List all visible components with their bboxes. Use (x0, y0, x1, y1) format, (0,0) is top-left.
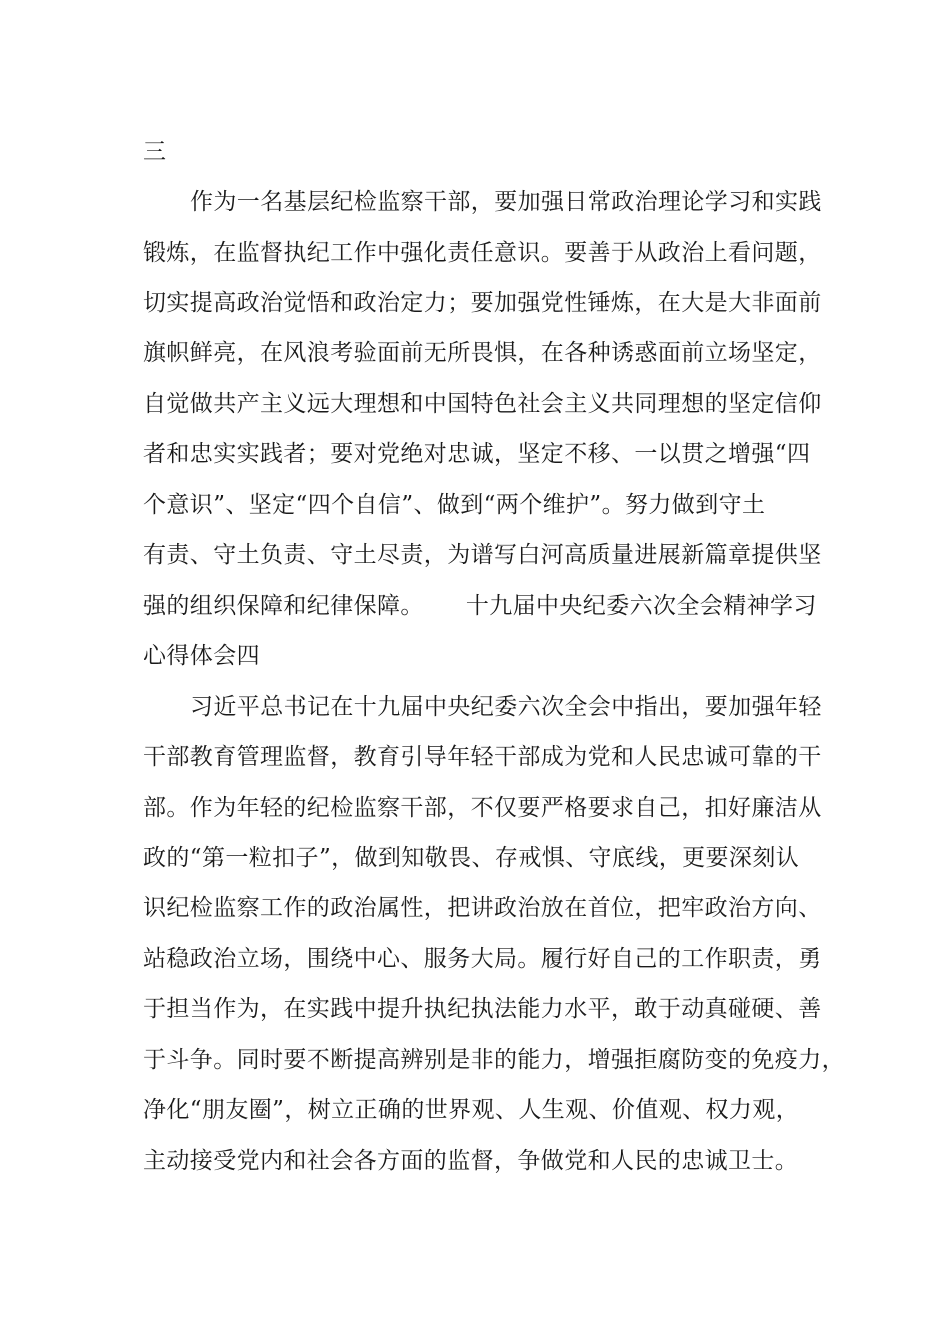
paragraph-line: 个意识”、坚定“四个自信”、做到“两个维护”。努力做到守土 (143, 492, 766, 518)
paragraph-line: 部。作为年轻的纪检监察干部，不仅要严格要求自己，扣好廉洁从 (143, 795, 822, 821)
paragraph-line: 者和忠实实践者；要对党绝对忠诚，坚定不移、一以贯之增强“四 (143, 441, 811, 467)
paragraph-line: 识纪检监察工作的政治属性，把讲政治放在首位，把牢政治方向、 (143, 895, 822, 921)
section-heading-continued: 心得体会四 (143, 643, 260, 669)
paragraph-line: 政的“第一粒扣子”，做到知敬畏、存戒惧、守底线，更要深刻认 (143, 845, 800, 871)
paragraph-line: 自觉做共产主义远大理想和中国特色社会主义共同理想的坚定信仰 (143, 391, 822, 417)
paragraph-line: 作为一名基层纪检监察干部，要加强日常政治理论学习和实践 (190, 189, 822, 215)
paragraph-line: 锻炼，在监督执纪工作中强化责任意识。要善于从政治上看问题， (143, 240, 822, 266)
paragraph-line: 净化“朋友圈”，树立正确的世界观、人生观、价值观、权力观， (143, 1097, 800, 1123)
paragraph-line-with-heading (143, 591, 817, 621)
paragraph-text: 强的组织保障和纪律保障。 (143, 593, 424, 619)
paragraph-line: 站稳政治立场，围绕中心、服务大局。履行好自己的工作职责，勇 (143, 946, 822, 972)
section-heading: 十九届中央纪委六次全会精神学习 (465, 593, 817, 619)
paragraph-line: 于斗争。同时要不断提高辨别是非的能力，增强拒腐防变的免疫力， (143, 1047, 845, 1073)
paragraph-line: 切实提高政治觉悟和政治定力；要加强党性锤炼，在大是大非面前 (143, 290, 822, 316)
paragraph-line: 于担当作为，在实践中提升执纪执法能力水平，敢于动真碰硬、善 (143, 996, 822, 1022)
section-number: 三 (143, 139, 167, 165)
paragraph-line: 旗帜鲜亮，在风浪考验面前无所畏惧，在各种诱惑面前立场坚定， (143, 340, 822, 366)
paragraph-line: 干部教育管理监督，教育引导年轻干部成为党和人民忠诚可靠的干 (143, 744, 822, 770)
paragraph-line: 主动接受党内和社会各方面的监督，争做党和人民的忠诚卫士。 (143, 1148, 799, 1174)
paragraph-line: 习近平总书记在十九届中央纪委六次全会中指出，要加强年轻 (190, 694, 822, 720)
paragraph-line: 有责、守土负责、守土尽责，为谱写白河高质量进展新篇章提供坚 (143, 542, 822, 568)
